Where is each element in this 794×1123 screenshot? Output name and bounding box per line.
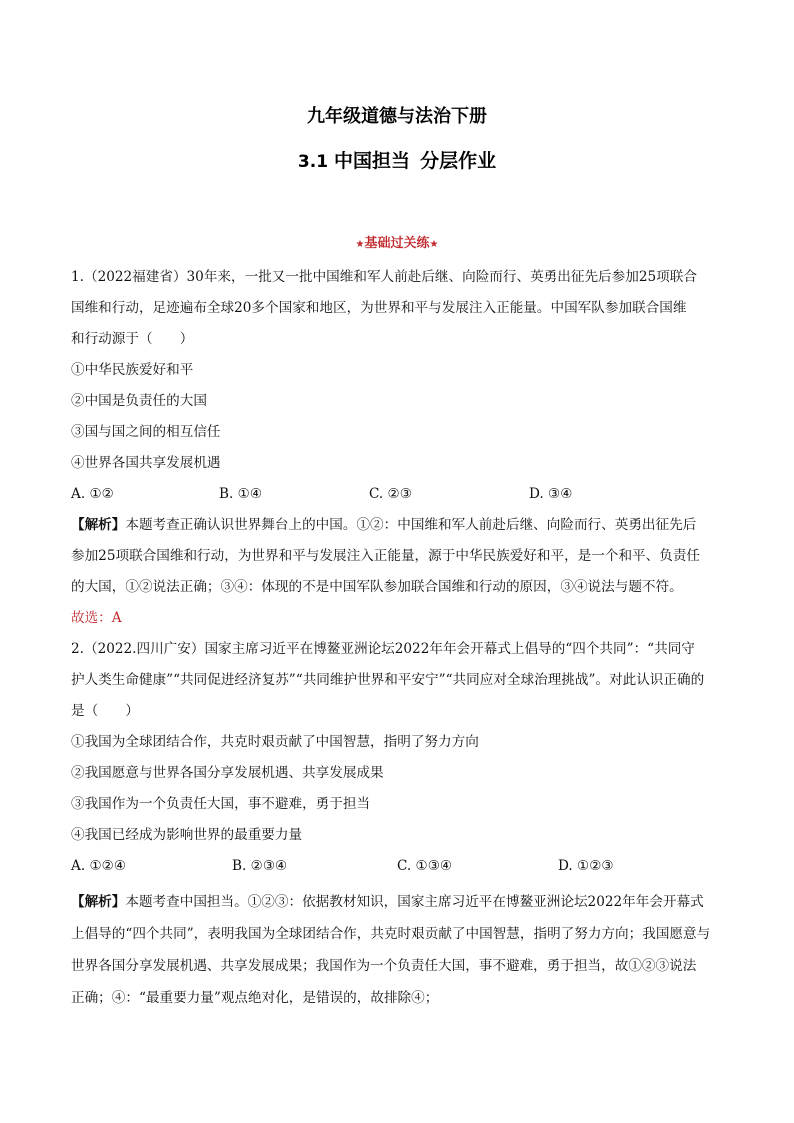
lesson-name: 中国担当 (334, 150, 411, 172)
option-c: C. ②③ (369, 486, 412, 502)
question-text-line: 2.（2022.四川广安）国家主席习近平在博鳌亚洲论坛2022年年会开幕式上倡导的“四个共同”：“共同守 (71, 641, 695, 657)
statement-4: ④我国已经成为影响世界的最重要力量 (71, 827, 303, 843)
questions (71, 262, 727, 1014)
analysis-line: 的大国，①②说法正确；③④：体现的不是中国军队参加联合国维和行动的原因，③④说法与题不符。 (71, 579, 683, 595)
analysis-line: 参加25项联合国维和行动，为世界和平与发展注入正能量，源于中华民族爱好和平，是一个和平、负责任 (71, 548, 701, 564)
option-b: B. ②③④ (232, 858, 288, 874)
analysis-line: 上倡导的“四个共同”，表明我国为全球团结合作，共克时艰贡献了中国智慧，指明了努力方向；我国愿意与 (71, 926, 711, 942)
analysis-line: 世界各国分享发展机遇、共享发展成果；我国作为一个负责任大国，事不避难，勇于担当，故①②③说法 (71, 958, 697, 974)
analysis-line: 【解析】本题考查中国担当。①②③：依据教材知识，国家主席习近平在博鳌亚洲论坛2022年年会开幕式 (71, 894, 704, 910)
statement-1: ①中华民族爱好和平 (71, 362, 194, 378)
answer-label: 故选： (71, 610, 112, 626)
option-b: B. ①④ (219, 486, 263, 502)
section-label: 基础过关练 (364, 236, 430, 251)
question-text-line: 1.（2022福建省）30年来，一批又一批中国维和军人前赴后继、向险而行、英勇出征先后参加25项联合 (71, 269, 697, 285)
statement-1: ①我国为全球团结合作，共克时艰贡献了中国智慧，指明了努力方向 (71, 734, 479, 750)
lesson-number: 3.1 (297, 152, 329, 172)
option-d: D. ③④ (529, 486, 573, 502)
analysis-line: 【解析】本题考查正确认识世界舞台上的中国。①②：中国维和军人前赴后继、向险而行、英勇出征先后 (71, 517, 697, 533)
statement-2: ②我国愿意与世界各国分享发展机遇、共享发展成果 (71, 765, 384, 781)
star-icon: ★ (355, 239, 365, 250)
option-c: C. ①③④ (397, 858, 453, 874)
lesson-type: 分层作业 (420, 150, 497, 172)
question-text-line: 是（ ） (71, 703, 139, 719)
question-2 (71, 634, 727, 1014)
statement-3: ③我国作为一个负责任大国，事不避难，勇于担当 (71, 796, 371, 812)
statement-2: ②中国是负责任的大国 (71, 393, 207, 409)
answer-options (71, 479, 727, 510)
statement-4: ④世界各国共享发展机遇 (71, 455, 221, 471)
analysis-tag: 【解析】 (71, 894, 126, 910)
question-text-line: 国维和行动，足迹遍布全球20多个国家和地区，为世界和平与发展注入正能量。中国军队参加联合国维 (71, 300, 687, 316)
option-d: D. ①②③ (558, 858, 614, 874)
option-a: A. ①② (71, 486, 114, 502)
statement-3: ③国与国之间的相互信任 (71, 424, 221, 440)
star-icon: ★ (429, 239, 439, 250)
analysis-line: 正确；④：“最重要力量”观点绝对化，是错误的，故排除④； (71, 990, 439, 1006)
page-title: 九年级道德与法治下册 (307, 106, 487, 127)
analysis-tag: 【解析】 (71, 517, 126, 533)
section-heading (0, 232, 794, 251)
answer-options (71, 851, 727, 882)
option-a: A. ①②④ (71, 858, 127, 874)
answer-line (71, 603, 727, 634)
answer-value: A (111, 610, 122, 626)
question-1 (71, 262, 727, 634)
page-subtitle (0, 146, 794, 173)
question-text-line: 和行动源于（ ） (71, 331, 194, 347)
question-text-line: 护人类生命健康”“共同促进经济复苏”“共同维护世界和平安宁”“共同应对全球治理挑战”。对此认识正确的 (71, 672, 705, 688)
